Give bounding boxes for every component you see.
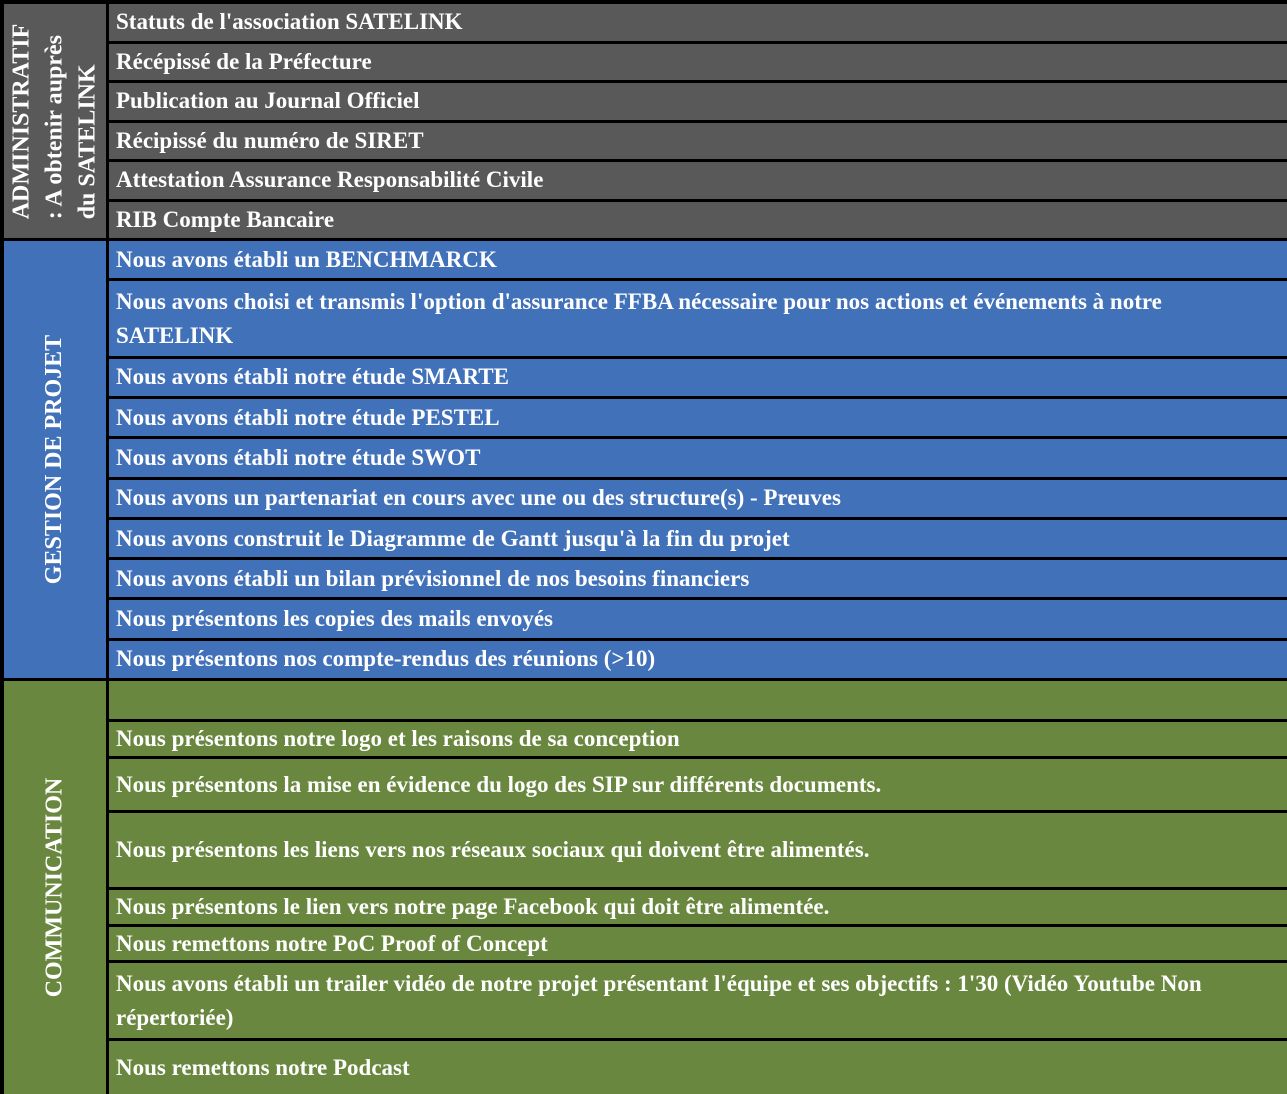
- rotated-label-wrapper: [4, 241, 106, 678]
- rotated-label-wrapper: [4, 4, 106, 238]
- table-row: Nous avons un partenariat en cours avec une ou des structure(s) - Preuves: [109, 477, 1287, 517]
- table-row: Publication au Journal Officiel: [109, 80, 1287, 120]
- table-row: RIB Compte Bancaire: [109, 199, 1287, 239]
- table-row: Nous avons choisi et transmis l'option d'assurance FFBA nécessaire pour nos actions et événements à notre SATELINK: [109, 278, 1287, 356]
- table-row: Nous présentons notre logo et les raisons de sa conception: [109, 719, 1287, 756]
- section-label-line: ADMINISTRATIF: [8, 23, 35, 219]
- section-label-communication: [39, 778, 72, 998]
- section-rows-administratif: [109, 4, 1287, 238]
- table-row: Statuts de l'association SATELINK: [116, 9, 463, 35]
- section-label-gestion-de-projet: [39, 335, 72, 584]
- section-label-line: du SATELINK: [74, 63, 101, 219]
- table-row: Nous avons construit le Diagramme de Gantt jusqu'à la fin du projet: [109, 517, 1287, 557]
- section-label-cell-communication: [4, 681, 109, 1094]
- table-row: Nous avons établi notre étude SMARTE: [109, 356, 1287, 396]
- table-row: Nous avons établi un trailer vidéo de notre projet présentant l'équipe et ses objectifs : 1'30 (Vidéo Youtube Non répertoriée): [109, 960, 1287, 1038]
- table-row: Nous avons établi notre étude SWOT: [109, 436, 1287, 476]
- table-row: Nous remettons notre Podcast: [109, 1038, 1287, 1094]
- section-rows-gestion-de-projet: [109, 241, 1287, 678]
- table-row: Nous présentons la mise en évidence du logo des SIP sur différents documents.: [109, 756, 1287, 810]
- section-gestion-de-projet: [4, 238, 1287, 678]
- table-row: Nous présentons les copies des mails envoyés: [109, 597, 1287, 637]
- section-communication: [4, 678, 1287, 1094]
- table-row: Récépissé de la Préfecture: [109, 41, 1287, 81]
- section-label-line: COMMUNICATION: [41, 777, 68, 998]
- section-label-cell-gestion-de-projet: [4, 241, 109, 678]
- table-row: Nous avons établi notre étude PESTEL: [109, 396, 1287, 436]
- section-label-line: : A obtenir auprès: [41, 34, 68, 219]
- table-row: Nous avons établi un bilan prévisionnel de nos besoins financiers: [109, 557, 1287, 597]
- table-row: Récipissé du numéro de SIRET: [109, 120, 1287, 160]
- section-label-line: GESTION DE PROJET: [41, 334, 68, 585]
- section-label-cell-administratif: [4, 4, 109, 238]
- table-row: Nous présentons le lien vers notre page Facebook qui doit être alimentée.: [109, 887, 1287, 924]
- section-label-administratif: [6, 23, 105, 219]
- section-rows-communication: [109, 681, 1287, 1094]
- table-row: Nous présentons les liens vers nos réseaux sociaux qui doivent être alimentés.: [109, 810, 1287, 887]
- section-administratif: [4, 4, 1287, 238]
- table-row: Nous présentons nos compte-rendus des réunions (>10): [109, 638, 1287, 678]
- table-row: Attestation Assurance Responsabilité Civile: [109, 159, 1287, 199]
- table-row: Nous remettons notre PoC Proof of Concept: [109, 924, 1287, 960]
- table-row: Nous avons établi un BENCHMARCK: [116, 246, 497, 272]
- table-row-empty: [109, 681, 1287, 719]
- rotated-label-wrapper: [4, 681, 106, 1094]
